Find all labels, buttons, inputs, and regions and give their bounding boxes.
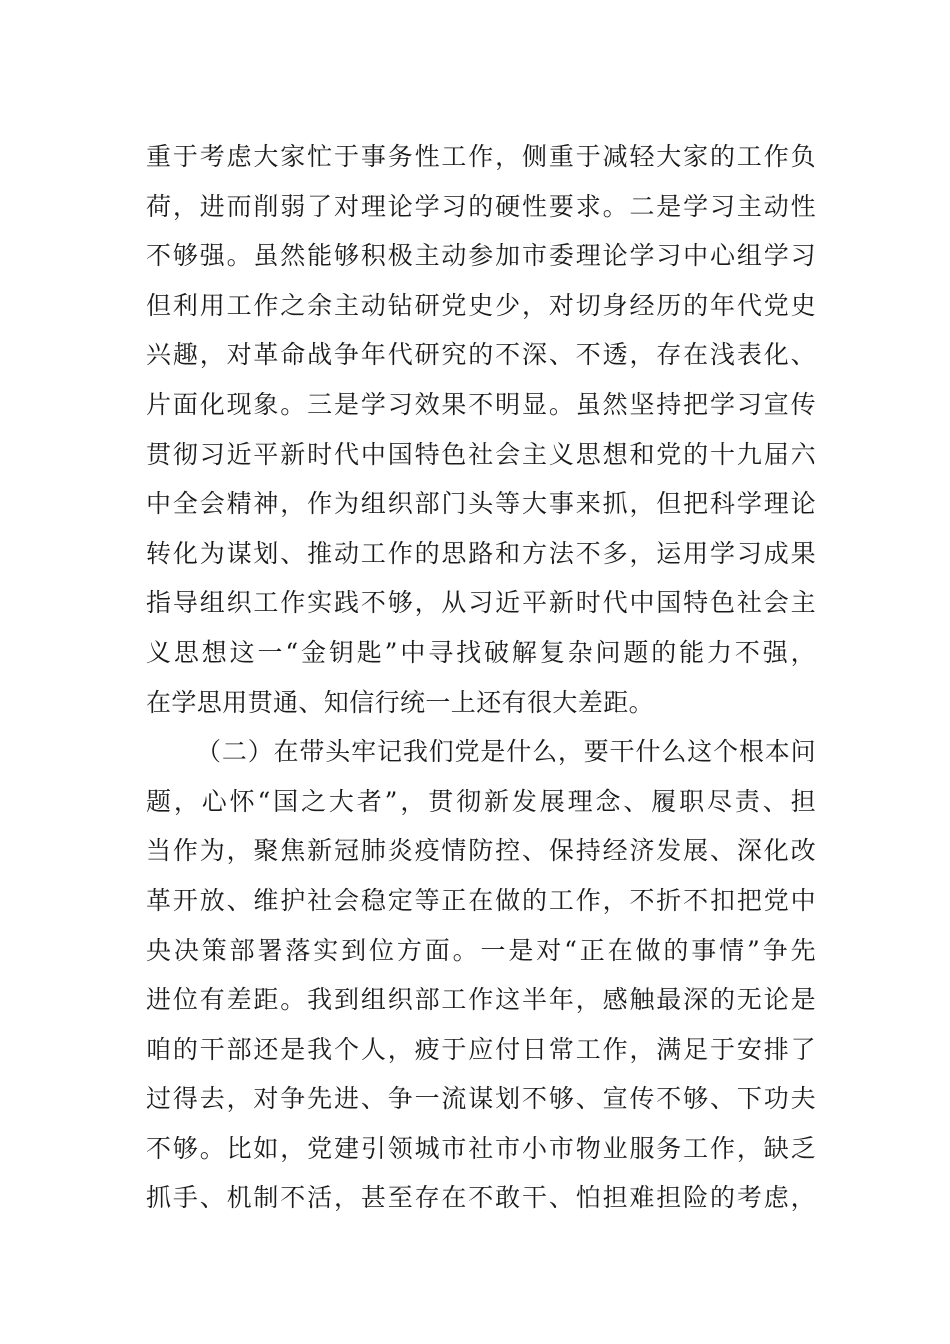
text-line: 转化为谋划、推动工作的思路和方法不多，运用学习成果 [146, 538, 816, 568]
text-line: 题，心怀“国之大者”，贯彻新发展理念、履职尽责、担 [146, 786, 816, 816]
document-body [146, 132, 816, 1223]
text-line: 兴趣，对革命战争年代研究的不深、不透，存在浅表化、 [146, 340, 816, 370]
text-line: 抓手、机制不活，甚至存在不敢干、怕担难担险的考虑， [146, 1183, 816, 1213]
text-line: 过得去，对争先进、争一流谋划不够、宣传不够、下功夫 [146, 1084, 816, 1114]
text-line: 中全会精神，作为组织部门头等大事来抓，但把科学理论 [146, 489, 816, 519]
text-line: 指导组织工作实践不够，从习近平新时代中国特色社会主 [146, 588, 816, 618]
section-heading-line: （二）在带头牢记我们党是什么，要干什么这个根本问 [196, 737, 816, 767]
text-line: 不够。比如，党建引领城市社市小市物业服务工作，缺乏 [146, 1133, 816, 1163]
text-line: 央决策部署落实到位方面。一是对“正在做的事情”争先 [146, 935, 816, 965]
text-line: 咱的干部还是我个人，疲于应付日常工作，满足于安排了 [146, 1034, 816, 1064]
text-line: 革开放、维护社会稳定等正在做的工作，不折不扣把党中 [146, 885, 816, 915]
text-line: 进位有差距。我到组织部工作这半年，感触最深的无论是 [146, 985, 816, 1015]
text-line: 义思想这一“金钥匙”中寻找破解复杂问题的能力不强， [146, 637, 816, 667]
paragraph-end-line: 在学思用贯通、知信行统一上还有很大差距。 [146, 687, 655, 717]
text-line: 重于考虑大家忙于事务性工作，侧重于减轻大家的工作负 [146, 142, 816, 171]
text-line: 荷，进而削弱了对理论学习的硬性要求。二是学习主动性 [146, 191, 816, 221]
text-line: 不够强。虽然能够积极主动参加市委理论学习中心组学习 [146, 241, 816, 271]
text-line: 片面化现象。三是学习效果不明显。虽然坚持把学习宣传 [146, 389, 816, 419]
text-line: 当作为，聚焦新冠肺炎疫情防控、保持经济发展、深化改 [146, 836, 816, 866]
text-line: 贯彻习近平新时代中国特色社会主义思想和党的十九届六 [146, 439, 816, 469]
text-line: 但利用工作之余主动钻研党史少，对切身经历的年代党史 [146, 290, 816, 320]
